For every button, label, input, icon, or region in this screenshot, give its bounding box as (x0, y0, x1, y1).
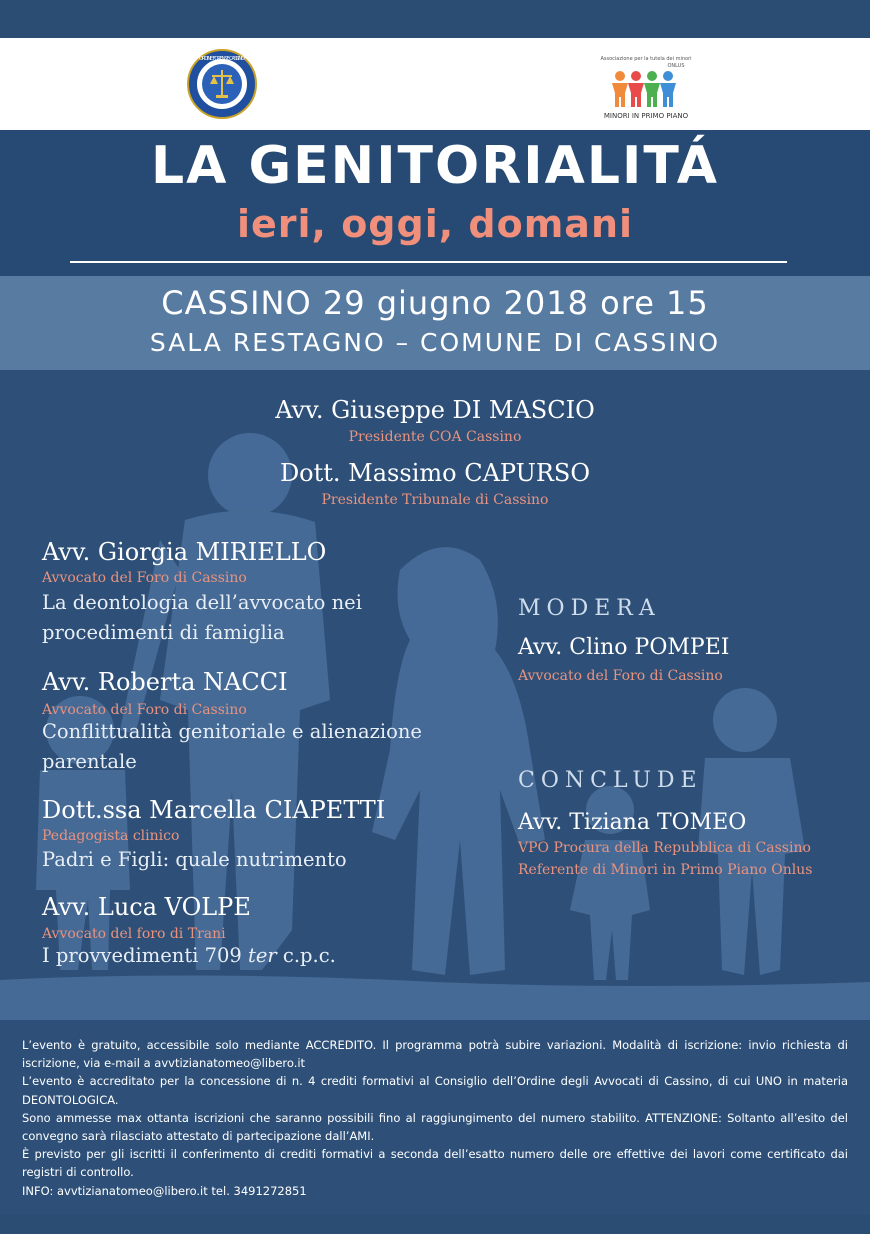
speaker-role-2: Avvocato del Foro di Cassino (42, 702, 247, 718)
speaker-name-4: Avv. Luca VOLPE (42, 893, 251, 921)
greeting-name-2: Dott. Massimo CAPURSO (279, 459, 591, 487)
ordine-forense-logo (186, 48, 258, 120)
date-band (0, 276, 870, 370)
speaker-talk-4-italic: ter (248, 944, 277, 967)
speaker-name-2: Avv. Roberta NACCI (42, 668, 288, 696)
speaker-talk-2 (42, 717, 422, 777)
conclusion-label: CONCLUDE (518, 768, 703, 793)
page-subtitle: ieri, oggi, domani (236, 202, 634, 246)
greeting-role-1: Presidente COA Cassino (348, 429, 522, 445)
info-paragraph-3: Sono ammesse max ottanta iscrizioni che saranno possibili fino al raggiungimento del numero stabilito. ATTENZIONE: Soltanto all’esito del convegno sarà rilasciato attestato di partecipazione dall’AMI. (22, 1110, 848, 1144)
conclusion-role-1: VPO Procura della Repubblica di Cassino (518, 840, 811, 856)
speaker-role-4: Avvocato del foro di Trani (42, 926, 226, 942)
speaker-talk-2-line2: parentale (42, 750, 137, 773)
minori-in-primo-piano-logo (598, 50, 694, 120)
greeting-name-1: Avv. Giuseppe DI MASCIO (275, 396, 595, 424)
info-contact: INFO: avvtizianatomeo@libero.it tel. 3491272851 (22, 1183, 307, 1198)
conclusion-role-2: Referente di Minori in Primo Piano Onlus (518, 862, 813, 878)
speaker-role-3: Pedagogista clinico (42, 828, 180, 844)
speaker-talk-1-line2: procedimenti di famiglia (42, 621, 285, 644)
title-block (0, 130, 870, 276)
speaker-role-1: Avvocato del Foro di Cassino (42, 570, 247, 586)
moderator-name: Avv. Clino POMPEI (518, 635, 730, 660)
info-block (22, 1036, 848, 1200)
speaker-name-3: Dott.ssa Marcella CIAPETTI (42, 796, 386, 824)
event-venue: SALA RESTAGNO – COMUNE DI CASSINO (149, 328, 721, 357)
speaker-talk-3 (42, 845, 347, 875)
conclusion-name: Avv. Tiziana TOMEO (518, 810, 747, 835)
logo-bar (0, 38, 870, 130)
speaker-talk-4-post: c.p.c. (276, 944, 336, 967)
moderator-label: MODERA (518, 596, 661, 621)
logo-right-onlus-text: ONLUS (667, 63, 685, 69)
speaker-talk-4 (42, 941, 336, 971)
event-date: CASSINO 29 giugno 2018 ore 15 (161, 284, 709, 322)
page-title: LA GENITORIALITÁ (150, 136, 720, 196)
speaker-talk-3-line1: Padri e Figli: quale nutrimento (42, 848, 347, 871)
top-band (0, 0, 870, 38)
bottom-band (0, 1215, 870, 1234)
info-paragraph-4: È previsto per gli iscritti il conferimento di crediti formativi a seconda dell’esatto numero delle ore effettive dei lavori come certificato dai registri di controllo. (22, 1147, 848, 1180)
greeting-role-2: Presidente Tribunale di Cassino (321, 492, 549, 508)
logo-right-top-text: Associazione per la tutela dei minori (600, 56, 692, 62)
children-figures-icon (612, 71, 676, 107)
title-divider (70, 261, 787, 263)
info-paragraph-1: L’evento è gratuito, accessibile solo mediante ACCREDITO. Il programma potrà subire variazioni. Modalità di iscrizione: invio richiesta di iscrizione, via e-mail a avvtizianatomeo@libero.it (22, 1038, 848, 1071)
speaker-name-1: Avv. Giorgia MIRIELLO (42, 538, 327, 566)
logo-right-bottom-text: MINORI IN PRIMO PIANO (603, 112, 689, 120)
speaker-talk-2-line1: Conflittualità genitoriale e alienazione (42, 720, 422, 743)
moderator-role: Avvocato del Foro di Cassino (518, 668, 723, 684)
speaker-talk-1-line1: La deontologia dell’avvocato nei (42, 591, 362, 614)
speaker-talk-1 (42, 588, 362, 648)
info-paragraph-2: L’evento è accreditato per la concessione di n. 4 crediti formativi al Consiglio dell’Ordine degli Avvocati di Cassino, di cui UNO in materia DEONTOLOGICA. (22, 1074, 848, 1107)
speaker-talk-4-pre: I provvedimenti 709 (42, 944, 249, 967)
logo-left-text: ORDINE FORENSE CASSINO (199, 56, 245, 62)
